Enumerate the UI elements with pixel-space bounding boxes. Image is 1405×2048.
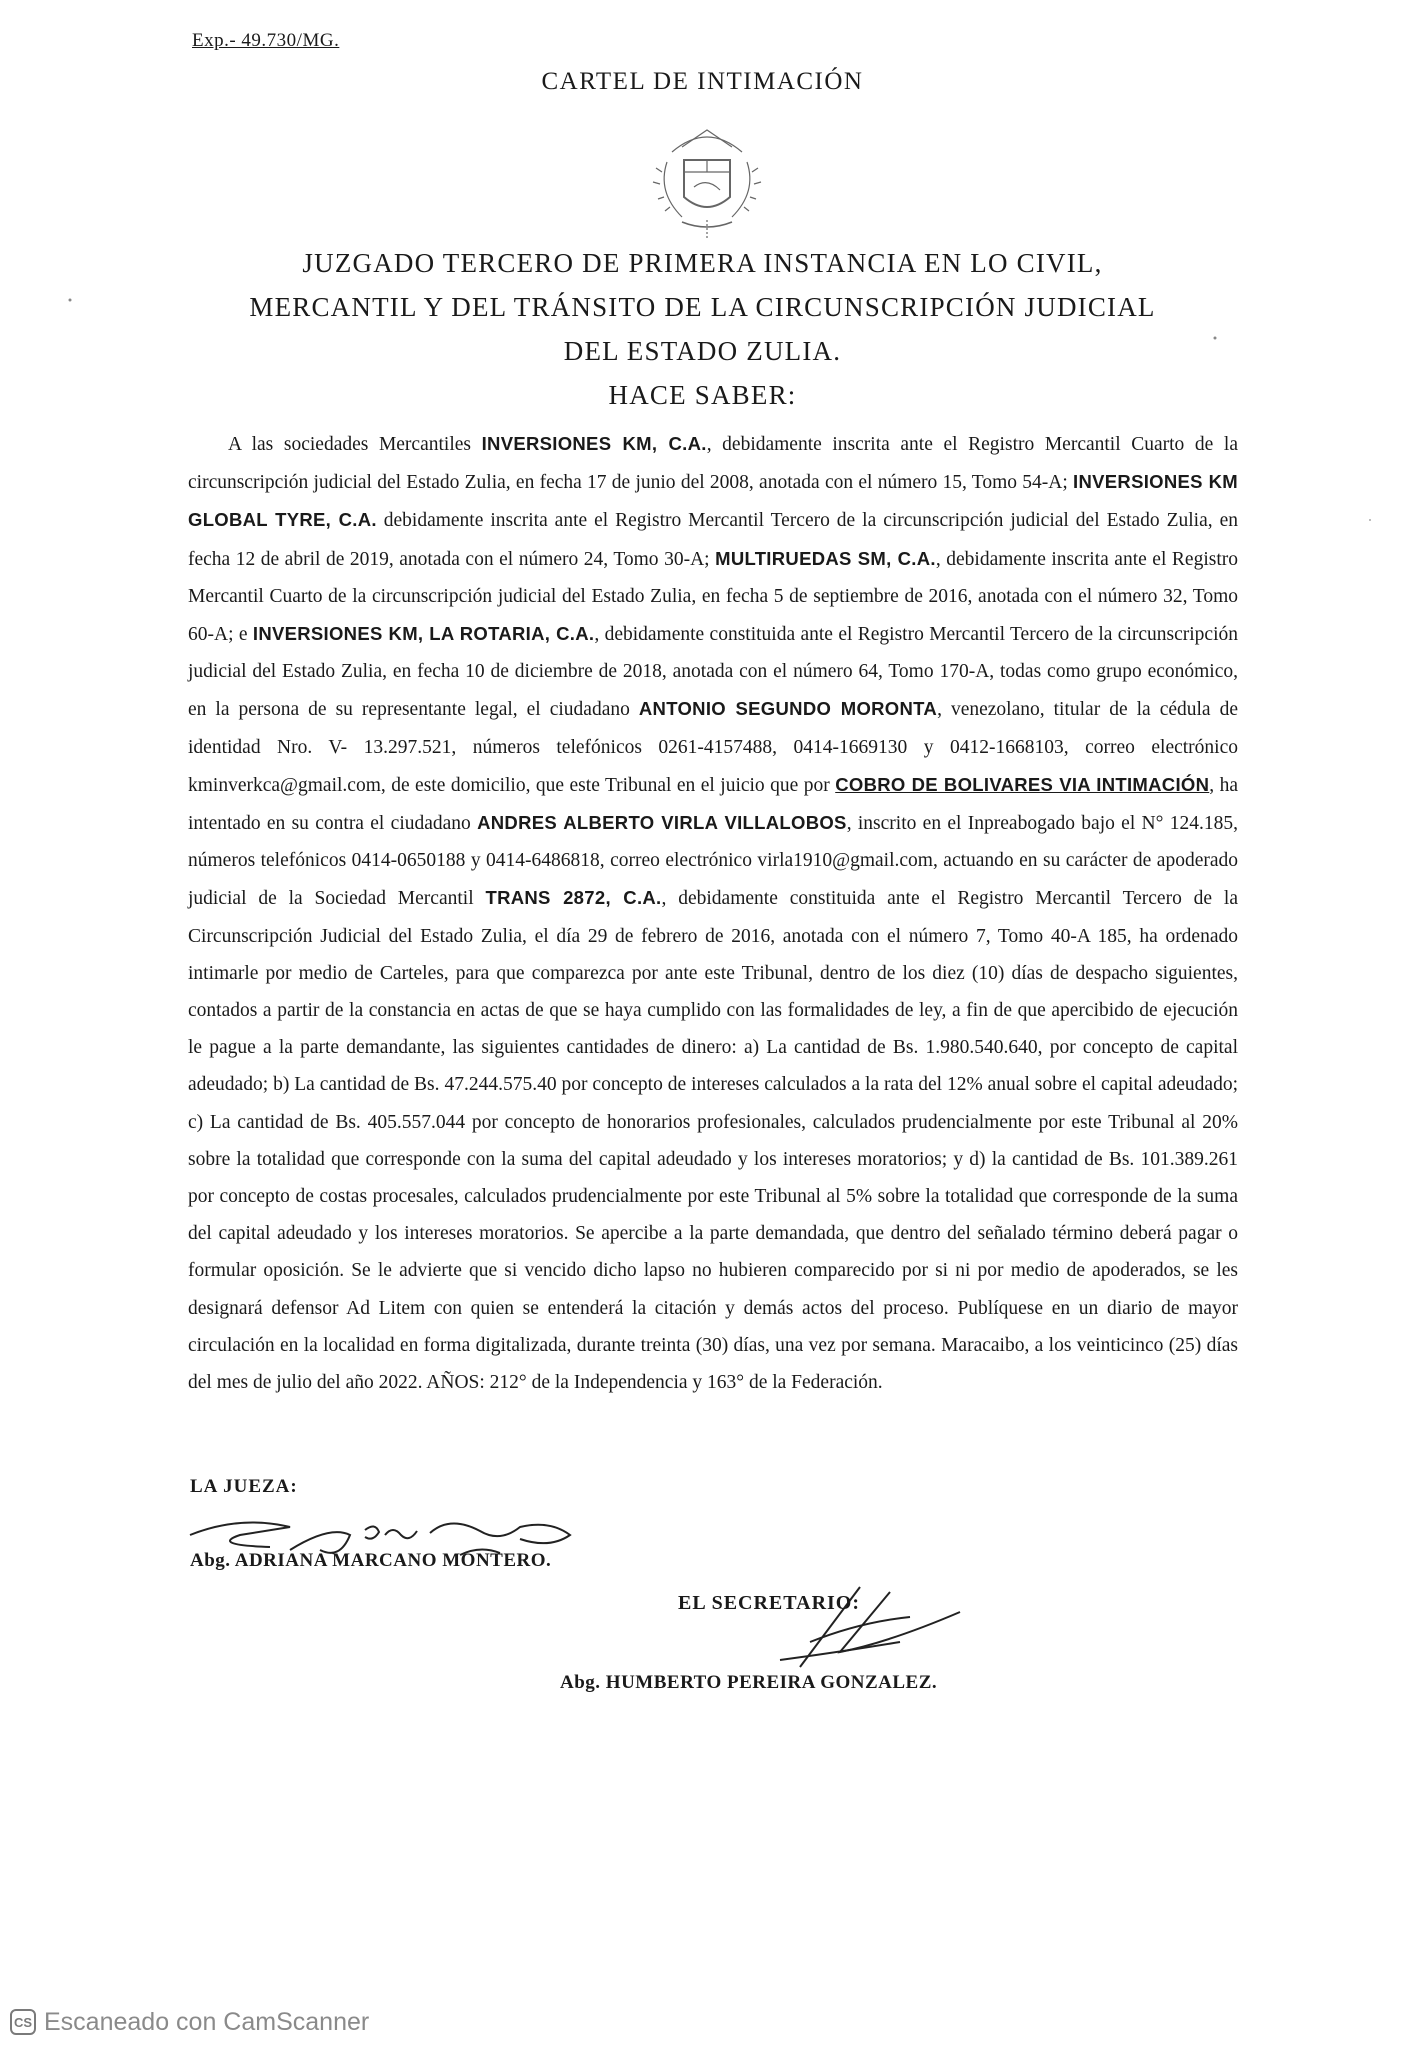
document-title: CARTEL DE INTIMACIÓN (541, 68, 864, 95)
plaintiff-company: TRANS 2872, C.A. (485, 887, 662, 909)
case-type: COBRO DE BOLIVARES VIA INTIMACIÓN (835, 773, 1210, 795)
plaintiff-attorney-name: ANDRES ALBERTO VIRLA VILLALOBOS (477, 812, 847, 834)
representative-name: ANTONIO SEGUNDO MORONTA (638, 698, 938, 720)
court-name-line-1: JUZGADO TERCERO DE PRIMERA INSTANCIA EN LO CIVIL, (302, 248, 1103, 278)
court-name-line-2: MERCANTIL Y DEL TRÁNSITO DE LA CIRCUNSCRIPCIÓN JUDICIAL (249, 292, 1156, 322)
hace-saber-heading: HACE SABER: (608, 380, 797, 410)
jueza-label: LA JUEZA: (190, 1476, 298, 1497)
coat-of-arms-icon (632, 112, 782, 247)
company-1: INVERSIONES KM, C.A. (481, 433, 707, 454)
scanner-text: Escaneado con CamScanner (44, 2007, 370, 2036)
company-2: INVERSIONES KM GLOBAL TYRE, C.A. (188, 471, 1238, 531)
company-3: MULTIRUEDAS SM, C.A. (715, 547, 936, 569)
secretario-name: Abg. HUMBERTO PEREIRA GONZALEZ. (560, 1672, 938, 1693)
expediente-number: Exp.- 49.730/MG. (192, 30, 340, 51)
court-name-line-3: DEL ESTADO ZULIA. (563, 336, 842, 366)
notice-body: A las sociedades Mercantiles INVERSIONES KM, C.A., debidamente inscrita ante el Registro Mercantil Cuarto de la circunscripción judicial del Estado Zulia, en fecha 17 de junio del 2008, anotada con el número 15, Tomo 54-A; INVERSIONES KM GLOBAL TYRE, C.A. debidamente inscrita ante el Registro Mercantil Tercero de la circunscripción judicial del Estado Zulia, en fecha 12 de abril de 2019, anotada con el número 24, Tomo 30-A; MULTIRUEDAS SM, C.A., debidamente inscrita ante el Registro Mercantil Cuarto de la circunscripción judicial del Estado Zulia, en fecha 5 de septiembre de 2016, anotada con el número 32, Tomo 60-A; e INVERSIONES KM, LA ROTARIA, C.A., debidamente constituida ante el Registro Mercantil Tercero de la circunscripción judicial del Estado Zulia, en fecha 10 de diciembre de 2018, anotada con el número 64, Tomo 170-A, todas como grupo económico, en la persona de su representante legal, el ciudadano ANTONIO SEGUNDO MORONTA, venezolano, titular de la cédula de identidad Nro. V- 13.297.521, números telefónicos 0261-4157488, 0414-1669130 y 0412-1668103, correo electrónico kminverkca@gmail.com, de este domicilio, que este Tribunal en el juicio que por COBRO DE BOLIVARES VIA INTIMACIÓN, ha intentado en su contra el ciudadano ANDRES ALBERTO VIRLA VILLALOBOS, inscrito en el Inpreabogado bajo el N° 124.185, números telefónicos 0414-0650188 y 0414-6486818, correo electrónico virla1910@gmail.com, actuando en su carácter de apoderado judicial de la Sociedad Mercantil TRANS 2872, C.A., debidamente constituida ante el Registro Mercantil Tercero de la Circunscripción Judicial del Estado Zulia, el día 29 de febrero de 2016, anotada con el número 7, Tomo 40-A 185, ha ordenado intimarle por medio de Carteles, para que comparezca por ante este Tribunal, dentro de los diez (10) días de despacho siguientes, contados a partir de la constancia en actas de que se haya cumplido con las formalidades de ley, a fin de que apercibido de ejecución le pague a la parte demandante, las siguientes cantidades de dinero: a) La cantidad de Bs. 1.980.540.640, por concepto de capital adeudado; b) La cantidad de Bs. 47.244.575.40 por concepto de intereses calculados a la rata del 12% anual sobre el capital adeudado; c) La cantidad de Bs. 405.557.044 por concepto de honorarios profesionales, calculados prudencialmente por este Tribunal al 20% sobre la totalidad que corresponde con la suma del capital adeudado y los intereses moratorios; y d) la cantidad de Bs. 101.389.261 por concepto de costas procesales, calculados prudencialmente por este Tribunal al 5% sobre la totalidad que corresponde de la suma del capital adeudado y los intereses moratorios. Se apercibe a la parte demandada, que dentro del señalado término deberá pagar o formular oposición. Se le advierte que si vencido dicho lapso no hubieren comparecido por si ni por medio de apoderados, se les designará defensor Ad Litem con quien se entenderá la citación y demás actos del proceso. Publíquese en un diario de mayor circulación en la localidad en forma digitalizada, durante treinta (30) días, una vez por semana. Maracaibo, a los veinticinco (25) días del mes de julio del año 2022. AÑOS: 212° de la Independencia y 163° de la Federación. (188, 433, 1239, 1394)
secretario-label: EL SECRETARIO: (678, 1592, 861, 1614)
jueza-name: Abg. ADRIANA MARCANO MONTERO. (190, 1550, 552, 1571)
scanner-watermark (0, 2002, 600, 2042)
company-4: INVERSIONES KM, LA ROTARIA, C.A. (252, 623, 595, 645)
camscanner-logo-icon: CS (10, 2009, 36, 2035)
